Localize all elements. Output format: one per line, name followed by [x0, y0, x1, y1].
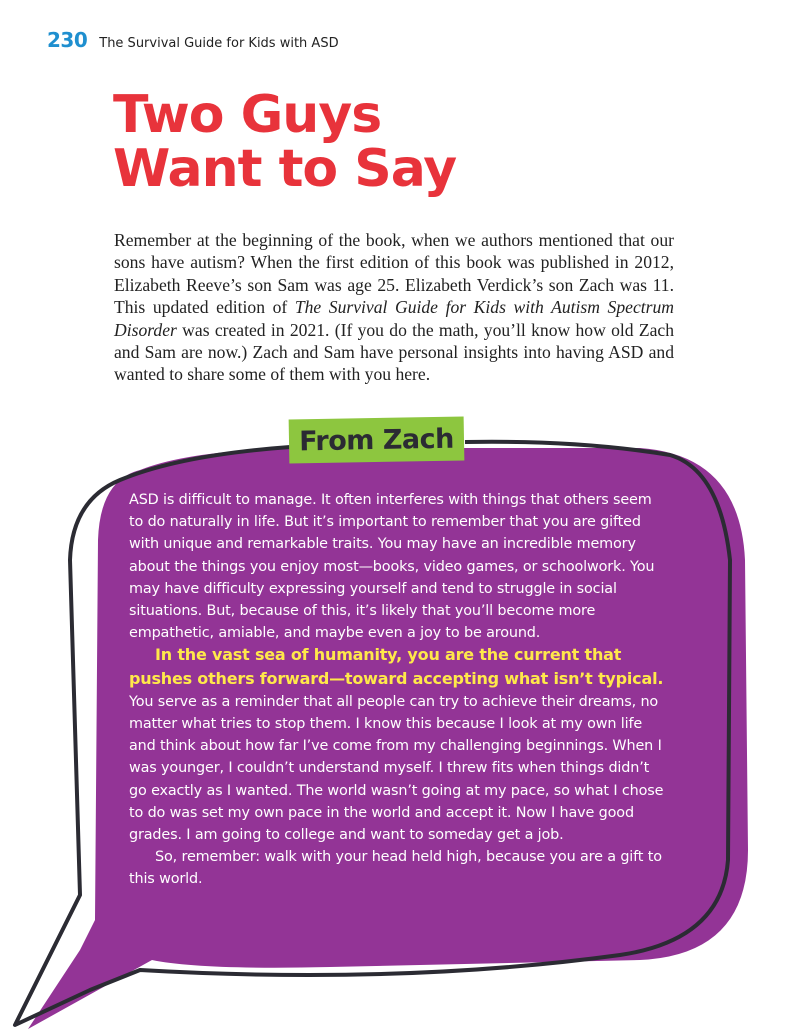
from-zach-tag — [289, 416, 465, 463]
bubble-paragraph-2 — [129, 644, 669, 846]
bubble-paragraph-1: ASD is difficult to manage. It often interferes with things that others seem to do naturally in life. But it’s important to remember that you are gifted with unique and remarkable traits. You may have an incredible memory about the things you enjoy most—books, video games, or schoolwork. You may have difficulty expressing yourself and tend to struggle in social situations. But, because of this, it’s likely that you’ll become more empathetic, amiable, and maybe even a joy to be around. — [129, 492, 655, 642]
bubble-paragraph-2-text: You serve as a reminder that all people can try to achieve their dreams, no matter what tries to stop them. I know this because I look at my own life and think about how far I’ve come from my challenging beginnings. When I was younger, I couldn’t understand myself. I threw fits when things didn’t go exactly as I wanted. The world wasn’t going at my pace, so what I chose to do was set my own pace in the world and accept it. Now I have good grades. I am going to college and want to someday get a job. — [129, 693, 664, 844]
tag-label: From Zach — [298, 423, 455, 457]
bubble-paragraph-3: So, remember: walk with your head held high, because you are a gift to this world. — [129, 849, 662, 888]
book-title: The Survival Guide for Kids with Autism Spectrum Disorder — [114, 297, 674, 340]
highlighted-quote: In the vast sea of humanity, you are the current that pushes others forward—toward accepting what isn’t typical. — [129, 645, 664, 688]
running-title: The Survival Guide for Kids with ASD — [99, 36, 339, 51]
title-line-2: Want to Say — [113, 139, 457, 199]
intro-text-1: Remember at the beginning of the book, when we authors mentioned that our sons have autism? When the first edition of this book was published in 2012, Elizabeth Reeve’s son Sam was age 25. Elizabeth Verdick’s son Zach was 11. This updated edition of — [114, 230, 674, 318]
bubble-body — [129, 489, 669, 891]
page-number: 230 — [47, 28, 88, 52]
intro-text-2: was created in 2021. (If you do the math, you’ll know how old Zach and Sam are now.) Zach and Sam have personal insights into having ASD and wanted to share some of them with you here. — [114, 319, 674, 385]
title-line-1: Two Guys — [113, 85, 382, 145]
